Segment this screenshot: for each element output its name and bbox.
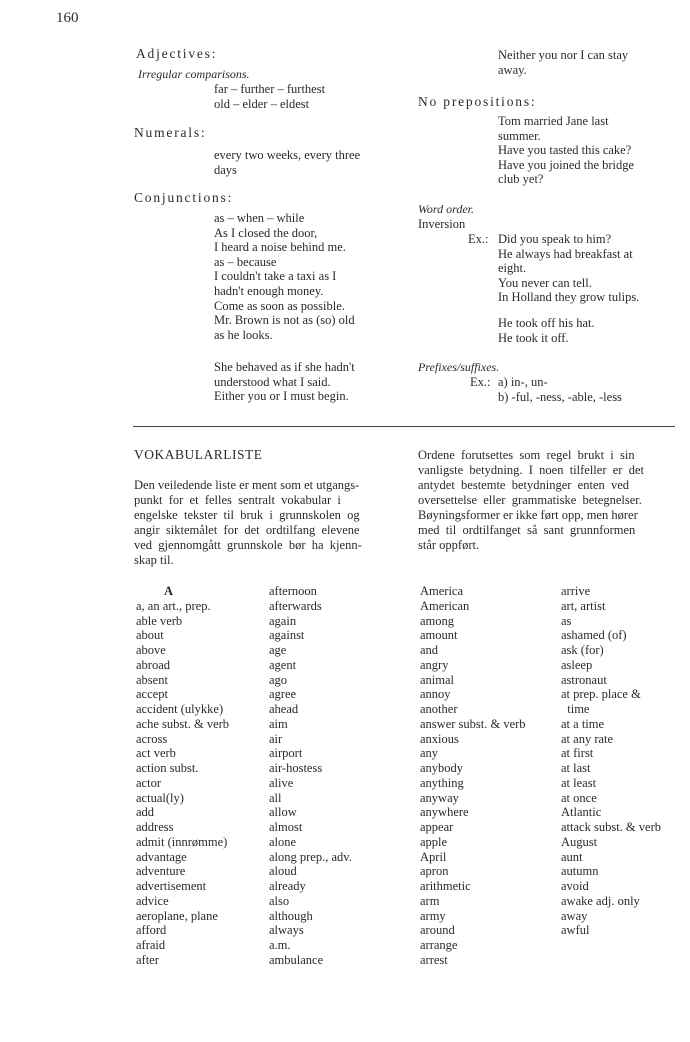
conjunctions-heading: Conjunctions:: [134, 190, 234, 205]
text-line: avoid: [561, 879, 589, 893]
text-line: Den veiledende liste er ment som et utgangs-: [134, 478, 360, 492]
text-line: another: [420, 702, 458, 716]
text-line: He took it off.: [498, 330, 569, 345]
text-line: at prep. place &: [561, 687, 641, 702]
text-line: already: [269, 879, 306, 893]
text-line: engelske tekster til bruk i grunnskolen og: [134, 508, 360, 522]
letter-heading: A: [164, 584, 174, 598]
text-line: ashamed (of): [561, 628, 627, 643]
text-line: days: [214, 162, 237, 177]
text-line: accident (ulykke): [136, 702, 224, 716]
text-line: asleep: [561, 657, 593, 672]
text-line: alive: [269, 775, 294, 790]
numerals-heading: Numerals:: [134, 125, 207, 140]
text-line: aloud: [269, 864, 297, 879]
text-line: Did you speak to him?: [498, 232, 612, 246]
text-line: art, artist: [561, 598, 606, 613]
text-line: old – elder – eldest: [214, 96, 310, 111]
text-line: anything: [420, 775, 464, 790]
word-column-2: [269, 584, 352, 968]
text-line: arrive: [561, 584, 591, 598]
text-line: understood what I said.: [214, 374, 331, 389]
text-line: away: [561, 908, 588, 923]
text-line: Have you joined the bridge: [498, 157, 635, 172]
text-line: across: [136, 731, 168, 746]
text-line: at first: [561, 746, 594, 761]
text-line: ago: [269, 672, 288, 687]
text-line: arithmetic: [420, 879, 471, 893]
text-line: although: [269, 908, 313, 923]
inversion-examples: [498, 232, 639, 305]
text-line: above: [136, 643, 166, 657]
text-line: antydet bestemte betydninger enten ved: [418, 478, 630, 492]
text-line: around: [420, 923, 455, 938]
vocabulary-title: VOKABULARLISTE: [134, 447, 263, 462]
text-line: allow: [269, 805, 297, 820]
text-line: again: [269, 613, 297, 628]
text-line: at a time: [561, 716, 605, 731]
text-line: As I closed the door,: [214, 225, 318, 240]
took-off-examples: [498, 316, 595, 345]
text-line: She behaved as if she hadn't: [214, 360, 355, 374]
text-line: answer subst. & verb: [420, 716, 526, 731]
text-line: a.m.: [269, 938, 291, 952]
text-line: afford: [136, 923, 167, 938]
text-line: able verb: [136, 613, 183, 628]
text-line: always: [269, 923, 304, 938]
text-line: amount: [420, 628, 458, 643]
text-line: Mr. Brown is not as (so) old: [214, 313, 355, 328]
text-line: arrest: [420, 952, 448, 967]
text-line: aim: [269, 716, 288, 731]
prefixes-suffixes-examples: [498, 375, 622, 404]
text-line: against: [269, 628, 305, 643]
text-line: far – further – furthest: [214, 82, 326, 96]
text-line: age: [269, 643, 287, 657]
text-line: American: [420, 598, 470, 613]
text-line: agent: [269, 657, 297, 672]
text-line: at last: [561, 761, 591, 775]
text-line: actual(ly): [136, 790, 184, 805]
text-line: Ordene forutsettes som regel brukt i sin: [418, 448, 635, 462]
conjunctions-examples-2: [214, 360, 355, 404]
text-line: action subst.: [136, 761, 199, 775]
text-line: at least: [561, 775, 597, 790]
text-line: ask (for): [561, 643, 604, 657]
text-line: anywhere: [420, 805, 469, 820]
text-line: add: [136, 805, 155, 820]
adjectives-heading: Adjectives:: [136, 46, 218, 61]
text-line: after: [136, 952, 159, 967]
text-line: advice: [136, 893, 169, 908]
irregular-comparisons-label: Irregular comparisons.: [138, 67, 250, 81]
text-line: as – when – while: [214, 211, 305, 225]
text-line: adventure: [136, 864, 186, 879]
text-line: appear: [420, 820, 454, 834]
text-line: about: [136, 628, 164, 643]
text-line: Tom married Jane last: [498, 114, 609, 128]
text-line: arrange: [420, 938, 458, 952]
text-line: annoy: [420, 687, 451, 702]
text-line: at any rate: [561, 731, 614, 746]
text-line: anyway: [420, 790, 459, 805]
prefixes-ex-label: Ex.:: [470, 375, 491, 389]
text-line: står oppført.: [418, 538, 480, 552]
text-line: advertisement: [136, 879, 207, 893]
text-line: among: [420, 613, 455, 628]
text-line: anxious: [420, 731, 459, 746]
text-line: admit (innrømme): [136, 834, 228, 849]
text-line: absent: [136, 672, 168, 687]
text-line: address: [136, 820, 174, 834]
text-line: also: [269, 893, 290, 908]
text-line: and: [420, 643, 439, 657]
text-line: apron: [420, 864, 449, 879]
text-line: abroad: [136, 657, 171, 672]
text-line: oversettelse eller grammatiske betegnelser.: [418, 493, 642, 507]
inversion-label: Inversion: [418, 217, 466, 231]
text-line: arm: [420, 893, 440, 908]
vocabulary-intro-right: [418, 448, 644, 553]
text-line: aeroplane, plane: [136, 908, 218, 923]
text-line: In Holland they grow tulips.: [498, 290, 640, 305]
text-line: attack subst. & verb: [561, 820, 661, 834]
text-line: away.: [498, 62, 527, 77]
text-line: eight.: [498, 261, 527, 276]
text-line: accept: [136, 687, 168, 702]
text-line: animal: [420, 672, 455, 687]
text-line: autumn: [561, 864, 599, 879]
no-prepositions-heading: No prepositions:: [418, 94, 537, 109]
text-line: He took off his hat.: [498, 316, 595, 330]
text-line: April: [420, 849, 447, 864]
text-line: Atlantic: [561, 805, 602, 820]
text-line: Either you or I must begin.: [214, 389, 349, 404]
text-line: summer.: [498, 128, 541, 143]
text-line: He always had breakfast at: [498, 246, 633, 261]
text-line: ambulance: [269, 952, 324, 967]
text-line: awful: [561, 923, 590, 938]
word-column-4: [561, 584, 661, 938]
page-number: 160: [56, 10, 79, 26]
vocabulary-intro-left: [134, 478, 362, 568]
text-line: air-hostess: [269, 761, 323, 775]
text-line: almost: [269, 820, 303, 834]
text-line: skap til.: [134, 553, 174, 567]
text-line: along prep., adv.: [269, 849, 352, 864]
text-line: afternoon: [269, 584, 317, 598]
text-line: afterwards: [269, 598, 322, 613]
text-line: as – because: [214, 254, 277, 269]
text-line: angry: [420, 657, 449, 672]
text-line: anybody: [420, 761, 464, 775]
text-line: afraid: [136, 938, 166, 952]
text-line: act verb: [136, 746, 176, 761]
text-line: any: [420, 746, 439, 761]
text-line: as: [561, 613, 572, 628]
text-line: aunt: [561, 849, 583, 864]
text-line: You never can tell.: [498, 275, 592, 290]
text-line: air: [269, 731, 283, 746]
text-line: Have you tasted this cake?: [498, 143, 632, 158]
text-line: Bøyningsformer er ikke ført opp, men hører: [418, 508, 638, 522]
no-prepositions-examples: [498, 114, 634, 187]
text-line: ache subst. & verb: [136, 716, 230, 731]
text-line: August: [561, 834, 598, 849]
text-line: med til ordtilfanget så sant grunnformen: [418, 523, 636, 537]
conjunctions-examples: [214, 211, 355, 342]
word-column-3: [420, 584, 526, 968]
numerals-example: [214, 148, 360, 177]
text-line: a) in-, un-: [498, 375, 548, 389]
text-line: at once: [561, 790, 597, 805]
text-line: hadn't enough money.: [214, 283, 324, 298]
section-divider: [133, 426, 675, 427]
text-line: agree: [269, 687, 297, 702]
text-line: astronaut: [561, 672, 607, 687]
text-line: advantage: [136, 849, 187, 864]
text-line: awake adj. only: [561, 893, 640, 908]
text-line: alone: [269, 834, 297, 849]
word-order-label: Word order.: [418, 202, 475, 216]
text-line: I heard a noise behind me.: [214, 240, 346, 255]
text-line: army: [420, 908, 446, 923]
prefixes-suffixes-label: Prefixes/suffixes.: [418, 360, 500, 374]
text-line: I couldn't take a taxi as I: [214, 269, 337, 284]
inversion-ex-label: Ex.:: [468, 232, 489, 246]
text-line: a, an art., prep.: [136, 598, 211, 613]
text-line: club yet?: [498, 172, 544, 187]
text-line: Neither you nor I can stay: [498, 48, 629, 62]
text-line: b) -ful, -ness, -able, -less: [498, 389, 622, 404]
irregular-comparisons-list: [214, 82, 325, 111]
text-line: Come as soon as possible.: [214, 298, 345, 313]
text-line: airport: [269, 746, 303, 761]
word-column-1: [136, 584, 229, 968]
text-line: punkt for et felles sentralt vokabular i: [134, 493, 341, 507]
text-line: vanligste betydning. I noen tilfeller er det: [418, 463, 644, 477]
neither-example: [498, 48, 628, 77]
text-line: ahead: [269, 702, 299, 716]
text-line: all: [269, 790, 282, 805]
text-line: apple: [420, 834, 448, 849]
text-line: ved gjennomgått grunnskole bør ha kjenn-: [134, 538, 362, 552]
text-line: every two weeks, every three: [214, 148, 361, 162]
text-line: angir siktemålet for det ordtilfang elevene: [134, 523, 360, 537]
text-line: time: [561, 702, 590, 716]
word-list-1: [136, 599, 229, 968]
text-line: actor: [136, 775, 161, 790]
text-line: as he looks.: [214, 327, 273, 342]
text-line: America: [420, 584, 464, 598]
